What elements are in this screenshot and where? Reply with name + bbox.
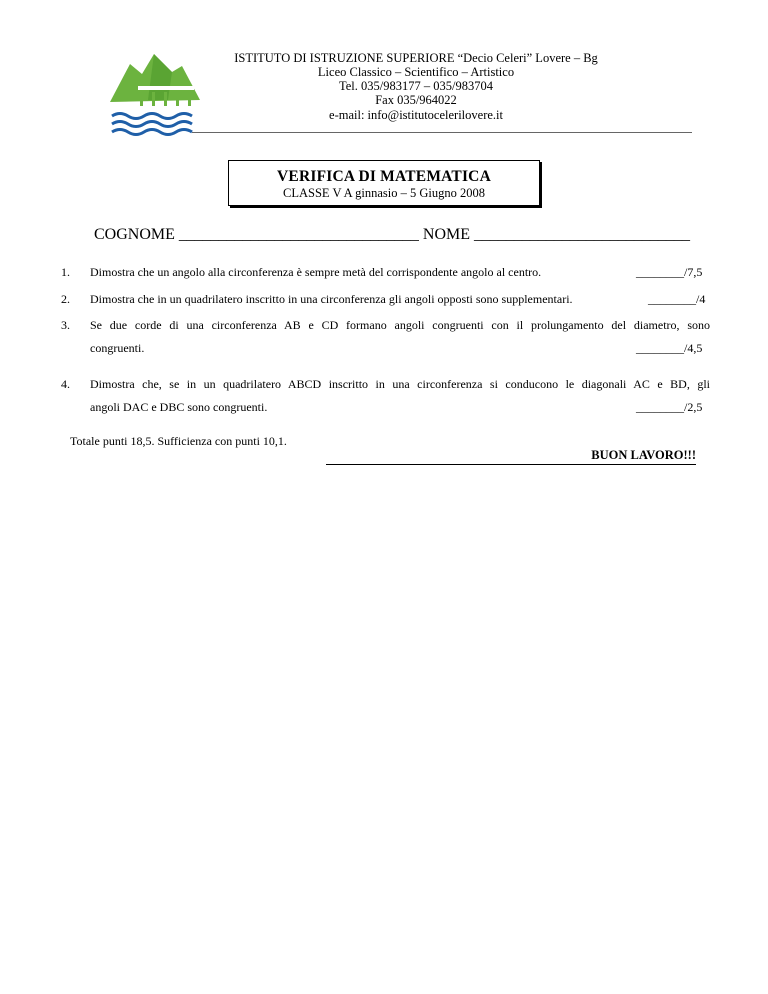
- logo-waves: [112, 114, 192, 135]
- header-divider: [192, 132, 692, 133]
- question-3-text-line1: Se due corde di una circonferenza AB e CD formano angoli congruenti con il prolungamento del diametro, sono: [90, 318, 710, 332]
- question-4-number: 4.: [61, 377, 70, 391]
- question-4-text-line2: angoli DAC e DBC sono congruenti.: [90, 400, 268, 414]
- question-4-score[interactable]: ________/2,5: [636, 400, 703, 414]
- logo-bridge-deck: [138, 86, 194, 90]
- school-tel: Tel. 035/983177 – 035/983704: [339, 79, 493, 93]
- closing-message: BUON LAVORO!!!: [326, 448, 696, 465]
- test-class-date: CLASSE V A ginnasio – 5 Giugno 2008: [283, 186, 485, 200]
- question-3-number: 3.: [61, 318, 70, 332]
- question-4-text-line1: Dimostra che, se in un quadrilatero ABCD inscritto in una circonferenza si conducono le diagonali AC e BD, gli: [90, 377, 710, 391]
- question-1-text: Dimostra che un angolo alla circonferenza è sempre metà del corrispondente angolo al centro.: [90, 265, 542, 279]
- school-fax: Fax 035/964022: [375, 93, 457, 107]
- name-fields-row[interactable]: COGNOME ______________________________ NOME ___________________________: [94, 226, 690, 243]
- question-2-text: Dimostra che in un quadrilatero inscritto in una circonferenza gli angoli opposti sono supplementari.: [90, 292, 573, 306]
- test-title: VERIFICA DI MATEMATICA: [277, 168, 491, 185]
- question-3-score[interactable]: ________/4,5: [636, 341, 703, 355]
- question-3-text-line2: congruenti.: [90, 341, 145, 355]
- total-points: Totale punti 18,5. Sufficienza con punti 10,1.: [70, 434, 287, 448]
- school-name: ISTITUTO DI ISTRUZIONE SUPERIORE “Decio Celeri” Lovere – Bg: [234, 51, 598, 65]
- school-email: e-mail: info@istitutocelerilovere.it: [329, 108, 503, 122]
- question-1-score[interactable]: ________/7,5: [636, 265, 703, 279]
- title-box: [228, 160, 540, 206]
- question-2-score[interactable]: ________/4: [648, 292, 706, 306]
- school-logo: [108, 52, 208, 138]
- school-licei: Liceo Classico – Scientifico – Artistico: [317, 65, 515, 79]
- question-1-number: 1.: [61, 265, 70, 279]
- question-2-number: 2.: [61, 292, 70, 306]
